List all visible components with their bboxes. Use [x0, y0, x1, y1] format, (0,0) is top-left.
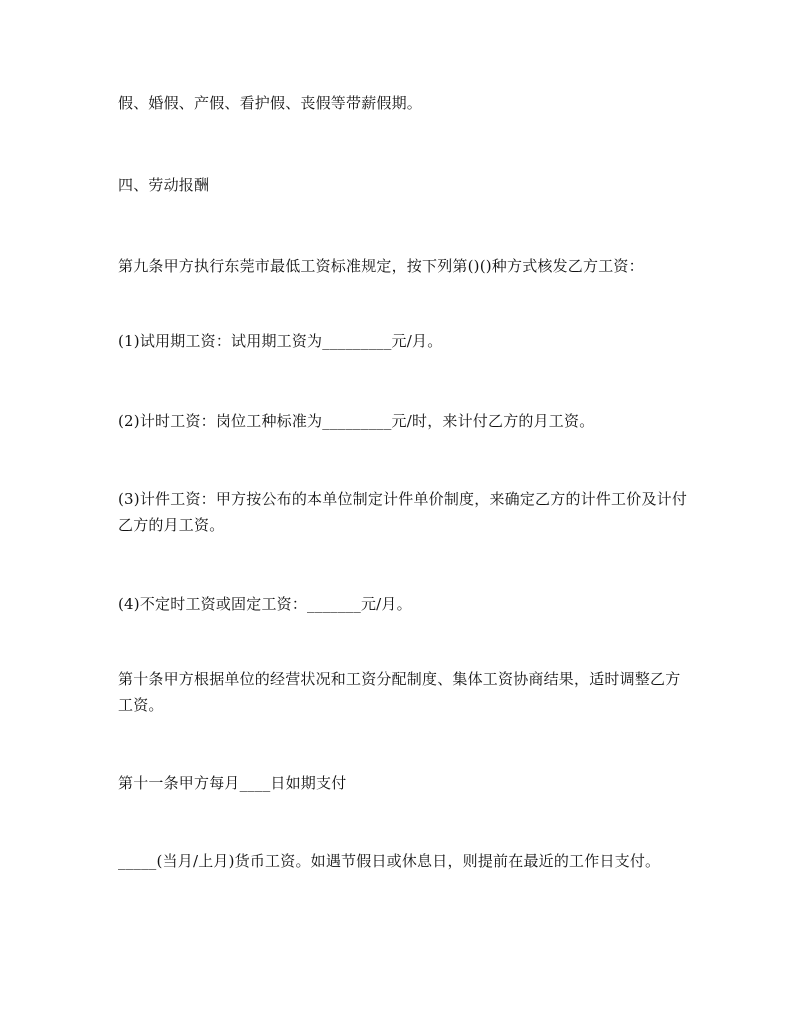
paragraph-article-11: 第十一条甲方每月____日如期支付	[118, 774, 347, 792]
paragraph-article-10: 第十条甲方根据单位的经营状况和工资分配制度、集体工资协商结果，适时调整乙方工资。	[118, 670, 681, 714]
paragraph-piece-wage: (3)计件工资：甲方按公布的本单位制定计件单价制度，来确定乙方的计件工价及计付乙方的月工资。	[118, 490, 688, 534]
paragraph-fixed-wage: (4)不定时工资或固定工资：_______元/月。	[118, 595, 412, 613]
paragraph-probation-wage: (1)试用期工资：试用期工资为_________元/月。	[118, 332, 443, 350]
paragraph-paid-leave: 假、婚假、产假、看护假、丧假等带薪假期。	[118, 94, 423, 112]
paragraph-payment-timing: _____(当月/上月)货币工资。如遇节假日或休息日，则提前在最近的工作日支付。	[118, 852, 661, 870]
paragraph-article-9: 第九条甲方执行东莞市最低工资标准规定，按下列第()()种方式核发乙方工资：	[118, 257, 644, 275]
paragraph-hourly-wage: (2)计时工资：岗位工种标准为_________元/时，来计付乙方的月工资。	[118, 412, 595, 430]
section-heading-labor-remuneration: 四、劳动报酬	[118, 176, 210, 194]
